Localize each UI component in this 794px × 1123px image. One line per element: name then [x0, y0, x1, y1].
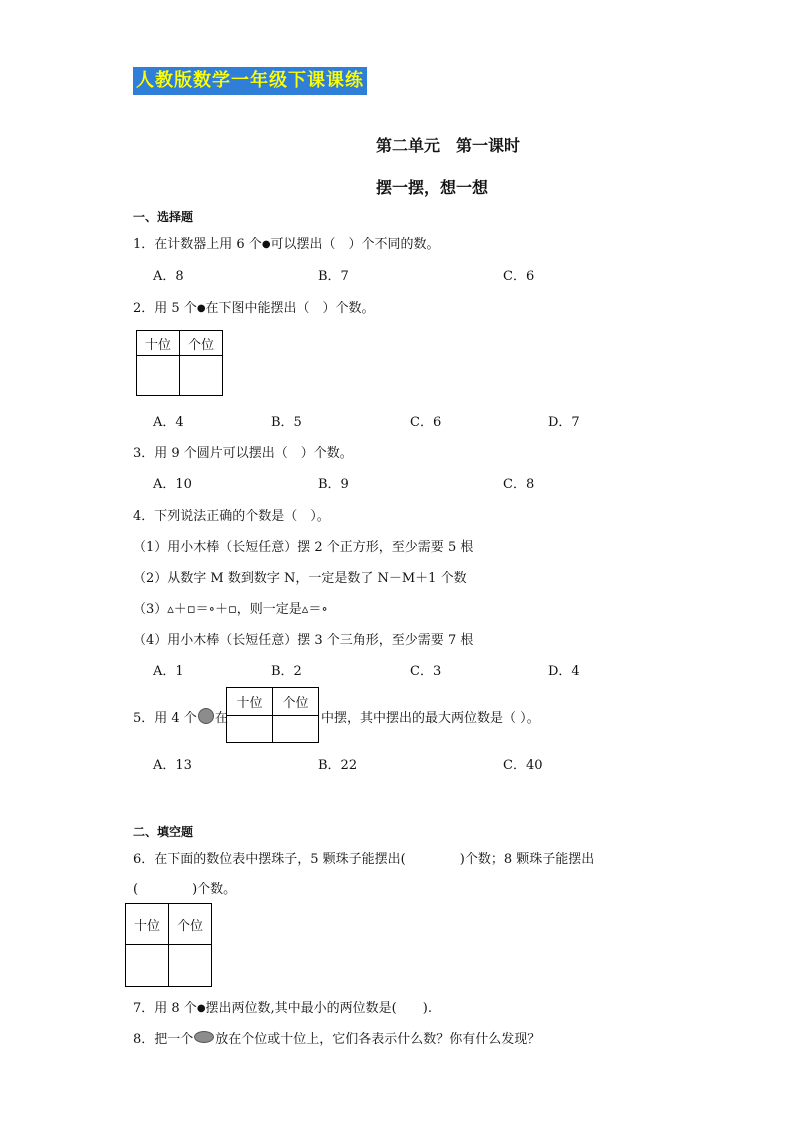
question-6-line-1	[133, 848, 594, 867]
question-6-text-a: 6．在下面的数位表中摆珠子，5 颗珠子能摆出(	[133, 852, 406, 867]
question-6-text-c: (	[133, 882, 139, 897]
question-5-text-end: 中摆，其中摆出的最大两位数是（ ）。	[321, 711, 540, 726]
question-4-option-b: B．2	[271, 664, 302, 679]
question-3-option-a: A．10	[153, 477, 192, 492]
unit-title: 第二单元 第一课时	[376, 136, 521, 155]
question-7	[133, 997, 432, 1016]
section-fill-heading: 二、填空题	[133, 825, 194, 839]
question-5-option-c: C．40	[503, 758, 543, 773]
question-2-option-b: B．5	[271, 415, 302, 430]
question-2-option-a: A．4	[153, 415, 184, 430]
gray-oval-bead-icon	[194, 1031, 214, 1043]
bead-dot-icon: ●	[196, 1003, 206, 1014]
question-4-statement-1: （1）用小木棒（长短任意）摆 2 个正方形，至少需要 5 根	[133, 540, 474, 555]
question-4-option-c: C．3	[410, 664, 442, 679]
question-4-statement-4: （4）用小木棒（长短任意）摆 3 个三角形，至少需要 7 根	[133, 633, 474, 648]
question-1-text-start: 1．在计数器上用 6 个	[133, 237, 262, 252]
tens-header: 十位	[126, 904, 169, 945]
question-1	[133, 233, 440, 252]
question-5-text-mid: 在	[214, 711, 228, 726]
bead-dot-icon: ●	[261, 239, 271, 250]
question-1-text-end: 可以摆出（ ）个不同的数。	[270, 237, 440, 252]
question-1-option-b: B．7	[318, 269, 349, 284]
question-3: 3．用 9 个圆片可以摆出（ ）个数。	[133, 446, 353, 461]
question-5-place-value-table	[226, 687, 319, 743]
gray-disc-icon	[198, 708, 214, 724]
ones-cell	[273, 716, 319, 743]
question-1-option-c: C．6	[503, 269, 535, 284]
question-6-text-b: )个数；8 颗珠子能摆出	[459, 852, 595, 867]
tens-cell	[126, 945, 169, 987]
question-3-option-c: C．8	[503, 477, 535, 492]
question-2	[133, 297, 375, 316]
section-choice-heading: 一、选择题	[133, 210, 194, 224]
ones-cell	[180, 356, 223, 396]
tens-header: 十位	[137, 331, 180, 356]
ones-cell	[169, 945, 212, 987]
question-6-text-d: )个数。	[192, 882, 237, 897]
question-5-option-b: B．22	[318, 758, 358, 773]
question-6-line-2	[133, 878, 236, 897]
question-2-place-value-table	[136, 330, 223, 396]
question-2-option-d: D．7	[548, 415, 580, 430]
question-8	[133, 1028, 540, 1047]
tens-cell	[227, 716, 273, 743]
bead-dot-icon: ●	[196, 303, 206, 314]
ones-header: 个位	[169, 904, 212, 945]
question-8-text-end: 放在个位或十位上，它们各表示什么数？你有什么发现？	[215, 1032, 541, 1047]
ones-header: 个位	[180, 331, 223, 356]
question-2-option-c: C．6	[410, 415, 442, 430]
tens-cell	[137, 356, 180, 396]
question-4-statement-3: （3）▵＋▫＝∘＋▫，则一定是▵＝∘	[133, 602, 328, 617]
tens-header: 十位	[227, 688, 273, 716]
question-7-text-end: 摆出两位数,其中最小的两位数是( ).	[205, 1001, 432, 1016]
question-2-text-start: 2．用 5 个	[133, 301, 197, 316]
question-4-statement-2: （2）从数字 M 数到数字 N，一定是数了 N－M＋1 个数	[133, 571, 467, 586]
question-5-start	[133, 707, 228, 726]
question-4: 4．下列说法正确的个数是（ ）。	[133, 509, 330, 524]
question-6-place-value-table	[125, 903, 212, 987]
lesson-title: 摆一摆，想一想	[376, 178, 489, 197]
question-4-option-d: D．4	[548, 664, 580, 679]
question-5-option-a: A．13	[153, 758, 192, 773]
question-5-text-start: 5．用 4 个	[133, 711, 197, 726]
series-banner: 人教版数学一年级下课课练	[133, 67, 367, 95]
question-1-option-a: A．8	[153, 269, 184, 284]
question-4-option-a: A．1	[153, 664, 184, 679]
ones-header: 个位	[273, 688, 319, 716]
question-3-option-b: B．9	[318, 477, 349, 492]
question-8-text-start: 8．把一个	[133, 1032, 194, 1047]
question-2-text-end: 在下图中能摆出（ ）个数。	[205, 301, 375, 316]
question-7-text-start: 7．用 8 个	[133, 1001, 197, 1016]
